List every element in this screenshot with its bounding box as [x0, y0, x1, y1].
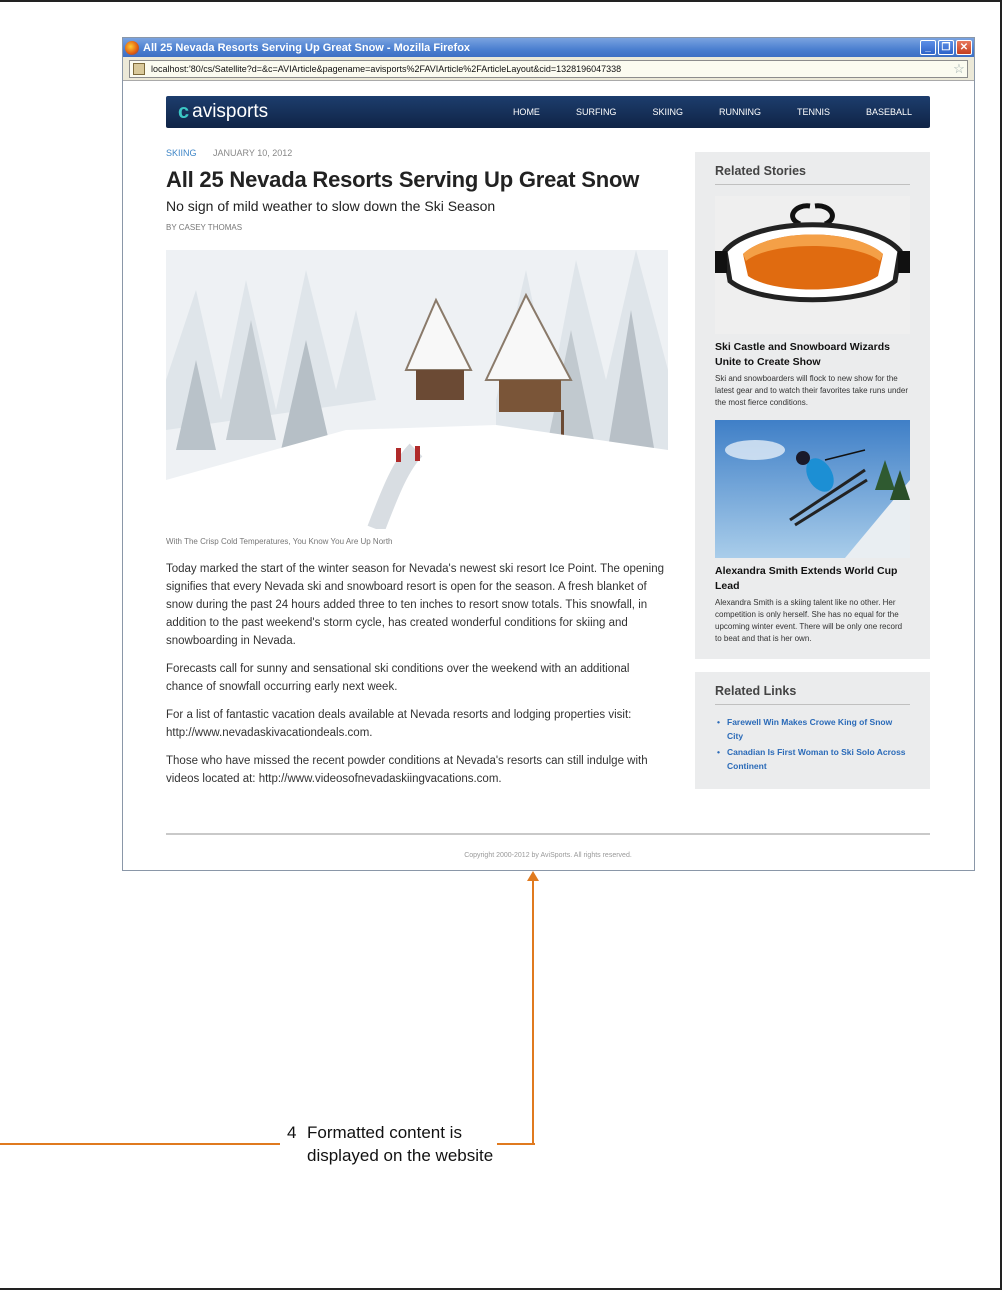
- callout-line-right: [497, 1143, 535, 1145]
- title-bar[interactable]: [123, 38, 974, 57]
- footer-divider: [166, 833, 930, 835]
- minimize-button[interactable]: _: [920, 40, 936, 55]
- category-link[interactable]: SKIING: [166, 148, 197, 158]
- hero-image-snowy-chalets: [166, 250, 668, 529]
- close-button[interactable]: ✕: [956, 40, 972, 55]
- webpage: [123, 82, 974, 870]
- article-meta: [166, 148, 668, 158]
- callout-annotation: [287, 1121, 493, 1167]
- story-description: Alexandra Smith is a skiing talent like no other. Her competition is only herself. She has no equal for the upcoming winter event. There will be only one record to beat and that is her own.: [715, 598, 903, 643]
- article-byline: BY CASEY THOMAS: [166, 223, 243, 232]
- story-description: Ski and snowboarders will flock to new show for the latest gear and to watch their favorites take runs under the most fierce conditions.: [715, 374, 908, 407]
- story-title-link[interactable]: Alexandra Smith Extends World Cup Lead: [715, 565, 898, 592]
- article-paragraph: Those who have missed the recent powder conditions at Nevada's resorts can still indulge with videos located at: http://www.videosofnevadaskiingvacations.com.: [166, 755, 648, 785]
- snow-scene-illustration: [166, 250, 668, 529]
- story-title-link[interactable]: Ski Castle and Snowboard Wizards Unite to Create Show: [715, 341, 890, 368]
- ski-goggles-image[interactable]: [715, 196, 910, 334]
- article-paragraph: Today marked the start of the winter season for Nevada's newest ski resort Ice Point. The opening signifies that every Nevada ski and snowboard resort is open for the season. A fresh blanket of snow during the past 24 hours added three to ten inches to resort snow totals. This snowfall, in addition to the past weekend's storm cycle, has created wonderful conditions for skiing and snowboarding in Nevada.: [166, 563, 665, 647]
- related-stories-box: [695, 152, 930, 659]
- copyright-text: Copyright 2000-2012 by AviSports. All rights reserved.: [464, 852, 632, 859]
- callout-line-2: displayed on the website: [307, 1146, 494, 1165]
- site-logo[interactable]: [178, 101, 268, 124]
- article-paragraph: Forecasts call for sunny and sensational ski conditions over the weekend with an additional chance of snowfall occurring early next week.: [166, 663, 630, 693]
- article: [166, 148, 668, 788]
- figure-border-top: [0, 0, 1002, 2]
- nav-skiing[interactable]: SKIING: [652, 107, 683, 117]
- callout-line-1: Formatted content is: [307, 1123, 462, 1142]
- related-links-box: [695, 672, 930, 789]
- article-headline: All 25 Nevada Resorts Serving Up Great Snow: [166, 167, 640, 192]
- bookmark-star-icon[interactable]: ☆: [953, 60, 965, 76]
- callout-line-left: [0, 1143, 280, 1145]
- address-bar: [123, 57, 974, 81]
- skier-illustration: [715, 420, 910, 558]
- page-icon: [133, 63, 145, 75]
- nav-menu: [495, 107, 930, 117]
- sidebar: [695, 152, 930, 789]
- image-caption: With The Crisp Cold Temperatures, You Know You Are Up North: [166, 537, 393, 546]
- url-text: localhost:'80/cs/Satellite?d=&c=AVIArticle&pagename=avisports%2FAVIArticle%2FArticleLayout&cid=1328196047338: [151, 63, 622, 74]
- goggles-illustration: [715, 196, 910, 334]
- restore-button[interactable]: ❐: [938, 40, 954, 55]
- related-link[interactable]: • Farewell Win Makes Crowe King of Snow City: [715, 715, 910, 743]
- ski-jumper-image[interactable]: [715, 420, 910, 558]
- nav-surfing[interactable]: SURFING: [575, 107, 617, 117]
- url-input[interactable]: [129, 60, 968, 78]
- related-stories-title: Related Stories: [715, 164, 910, 185]
- callout-number: 4: [287, 1123, 297, 1142]
- article-body: [166, 560, 668, 788]
- site-nav-bar: [166, 96, 930, 128]
- article-subhead: No sign of mild weather to slow down the Ski Season: [166, 198, 496, 214]
- browser-window: [122, 37, 975, 871]
- firefox-icon: [125, 41, 139, 55]
- nav-tennis[interactable]: TENNIS: [796, 107, 830, 117]
- article-paragraph: For a list of fantastic vacation deals available at Nevada resorts and lodging properties visit: http://www.nevadaskivacationdeals.com.: [166, 709, 632, 739]
- related-links-list: [715, 715, 910, 773]
- nav-baseball[interactable]: BASEBALL: [865, 107, 912, 117]
- callout-line-vertical: [532, 877, 534, 1145]
- logo-swirl-icon: c: [178, 100, 190, 123]
- nav-running[interactable]: RUNNING: [718, 107, 761, 117]
- window-title: All 25 Nevada Resorts Serving Up Great Snow - Mozilla Firefox: [143, 41, 471, 54]
- logo-text: avisports: [192, 101, 269, 122]
- nav-home[interactable]: HOME: [512, 107, 540, 117]
- related-link[interactable]: • Canadian Is First Woman to Ski Solo Across Continent: [715, 745, 910, 773]
- article-date: JANUARY 10, 2012: [213, 148, 293, 158]
- related-links-title: Related Links: [715, 684, 910, 705]
